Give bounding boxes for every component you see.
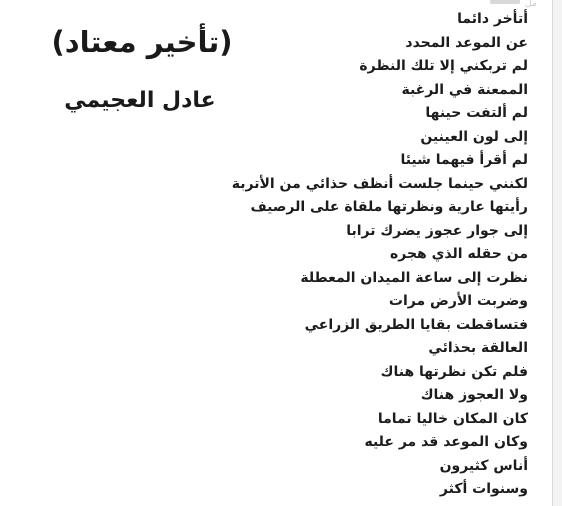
poem-line: لم ألتفت حينها bbox=[425, 105, 528, 121]
poem-line: من حقله الذي هجره bbox=[389, 246, 528, 262]
poem-line: لم أقرأ فيهما شيئا bbox=[400, 152, 528, 168]
poem-line: الممعنة في الرغبة bbox=[401, 81, 528, 98]
poem-line: وضربت الأرض مرات bbox=[388, 293, 528, 309]
poem-line: نظرت إلى ساعة الميدان المعطلة bbox=[300, 269, 528, 286]
top-strip bbox=[0, 0, 562, 9]
poem-line: وسنوات أكثر bbox=[439, 481, 528, 497]
poem-line: رأيتها عارية ونظرتها ملقاة على الرصيف bbox=[250, 199, 528, 215]
right-scroll-band bbox=[553, 0, 562, 506]
poem-line: أتأخر دائما bbox=[457, 11, 528, 27]
poem-line: إلى جوار عجوز يضرك ترابا bbox=[346, 222, 528, 239]
poem-line: فلم تكن نظرتها هناك bbox=[380, 363, 528, 380]
poem-line: إلى لون العينين bbox=[420, 128, 528, 145]
poem-line: ولا العجوز هناك bbox=[420, 387, 528, 403]
poem-line: أناس كثيرون bbox=[439, 457, 528, 474]
poem-line: العالقة بحذائي bbox=[428, 340, 528, 356]
poem-line: فتساقطت بقايا الطريق الزراعي bbox=[304, 316, 528, 333]
poem-body bbox=[188, 8, 528, 502]
header-faint-text: مل bbox=[525, 0, 537, 9]
poem-title: (تأخير معتاد) bbox=[51, 25, 233, 59]
poem-line: لم تربكني إلا تلك النظرة bbox=[359, 58, 528, 74]
poem-author: عادل العجيمي bbox=[64, 88, 216, 113]
poem-line: لكنني حينما جلست أنظف حذائي من الأتربة bbox=[231, 175, 528, 192]
poem-line: عن الموعد المحدد bbox=[405, 34, 528, 51]
avatar-thumbnail bbox=[490, 0, 520, 4]
poem-line: وكان الموعد قد مر عليه bbox=[364, 434, 528, 450]
poem-line: كان المكان خاليا تماما bbox=[377, 410, 528, 427]
